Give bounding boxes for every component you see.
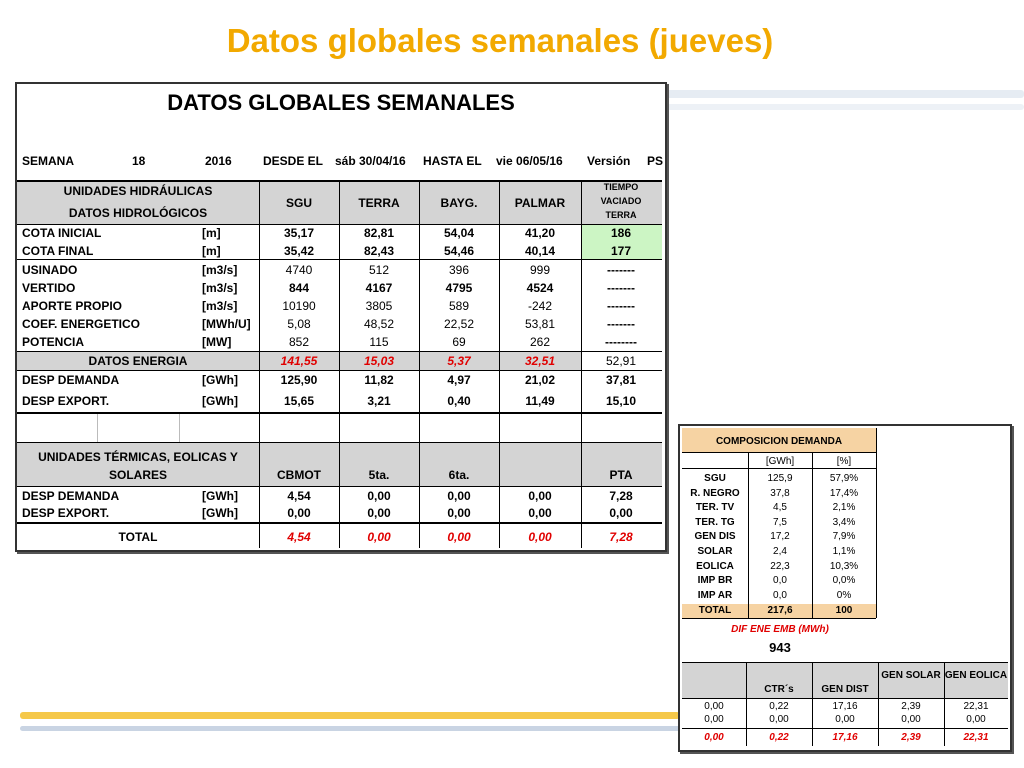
cell: 512 xyxy=(368,263,390,277)
cell: 0,00 xyxy=(447,506,471,520)
cell: 69 xyxy=(452,335,466,349)
hydro-header-1: UNIDADES HIDRÁULICAS xyxy=(63,184,213,198)
row-unit: [GWh] xyxy=(202,489,238,503)
comp-total-pct: 100 xyxy=(835,605,853,616)
comp-row-name: TER. TV xyxy=(695,502,735,514)
col-bayg: BAYG. xyxy=(440,196,478,210)
cell: 4795 xyxy=(445,281,473,295)
thermal-header-2: SOLARES xyxy=(108,468,167,482)
gen-total-cell: 2,39 xyxy=(901,732,921,743)
row-unit: [GWh] xyxy=(202,506,238,520)
total-cbmot: 4,54 xyxy=(287,530,311,544)
cell: 4740 xyxy=(285,263,313,277)
energia-label: DATOS ENERGIA xyxy=(88,354,188,368)
gen-cell: 0,22 xyxy=(769,701,789,712)
row-name: DESP EXPORT. xyxy=(22,394,110,408)
cell: ------- xyxy=(607,281,635,295)
comp-row-name: SOLAR xyxy=(697,546,733,557)
gen-total-cell: 0,00 xyxy=(704,732,724,743)
gen-col-eolica: GEN EOLICA xyxy=(944,670,1008,681)
cell: 4167 xyxy=(365,281,393,295)
col-cbmot: CBMOT xyxy=(277,468,321,482)
row-name: DESP DEMANDA xyxy=(22,489,120,503)
cell: 177 xyxy=(610,244,632,258)
gen-total-cell: 22,31 xyxy=(963,732,989,743)
cell: ------- xyxy=(607,317,635,331)
cell: 589 xyxy=(448,299,470,313)
row-name: DESP DEMANDA xyxy=(22,373,120,387)
demand-composition-panel xyxy=(678,424,1012,752)
cell: 115 xyxy=(369,335,389,349)
cell: 0,00 xyxy=(609,506,633,520)
cell: 0,00 xyxy=(367,489,391,503)
cell: 11,49 xyxy=(525,394,555,408)
cell: 37,81 xyxy=(605,373,637,387)
col-6ta: 6ta. xyxy=(448,468,470,482)
row-unit: [m] xyxy=(202,226,221,240)
semana-label: SEMANA xyxy=(22,154,75,168)
cell: 82,43 xyxy=(363,244,395,258)
cell: 186 xyxy=(610,226,632,240)
cell: 0,00 xyxy=(447,489,471,503)
comp-row-pct: 2,1% xyxy=(832,502,856,514)
gen-cell: 0,00 xyxy=(769,714,789,725)
energia-bayg: 5,37 xyxy=(447,354,471,368)
comp-row-gwh: 2,4 xyxy=(773,546,787,557)
comp-row-name: R. NEGRO xyxy=(690,487,740,499)
row-name: COTA INICIAL xyxy=(22,226,102,240)
comp-total-label: TOTAL xyxy=(698,605,732,616)
gen-cell: 0,00 xyxy=(966,714,986,725)
cell: 35,17 xyxy=(283,226,315,240)
comp-row-pct: 10,3% xyxy=(829,560,859,572)
cell: 4524 xyxy=(526,281,554,295)
version-label: Versión xyxy=(587,154,631,168)
gen-col-solar: GEN SOLAR xyxy=(881,670,941,681)
total-empty: 0,00 xyxy=(528,530,552,544)
comp-row-gwh: 7,5 xyxy=(773,516,787,528)
comp-title: COMPOSICION DEMANDA xyxy=(715,436,843,447)
cell: ------- xyxy=(607,263,635,277)
cell: 0,00 xyxy=(528,506,552,520)
cell: 15,10 xyxy=(605,394,637,408)
decor-stripe xyxy=(660,90,1024,98)
cell: 0,00 xyxy=(528,489,552,503)
hasta-date: vie 06/05/16 xyxy=(496,154,563,168)
semana-value: 18 xyxy=(132,154,146,168)
cell: 3805 xyxy=(365,299,393,313)
comp-row-pct: 0% xyxy=(836,589,852,601)
comp-row-gwh: 0,0 xyxy=(773,589,787,601)
slide-title: Datos globales semanales (jueves) xyxy=(226,22,774,59)
energia-sgu: 141,55 xyxy=(280,354,318,368)
total-pta: 7,28 xyxy=(609,530,633,544)
comp-row-gwh: 22,3 xyxy=(770,560,790,572)
comp-row-name: GEN DIS xyxy=(694,531,736,543)
col-tiempo-1: TIEMPO xyxy=(603,182,639,192)
cell: 54,46 xyxy=(443,244,475,258)
row-unit: [GWh] xyxy=(202,373,238,387)
col-pta: PTA xyxy=(609,468,633,482)
gen-cell: 2,39 xyxy=(901,701,921,712)
cell: 15,65 xyxy=(283,394,315,408)
col-terra: TERRA xyxy=(358,196,400,210)
gen-cell: 0,00 xyxy=(704,701,724,712)
comp-row-gwh: 0,0 xyxy=(773,575,787,587)
energia-terra: 15,03 xyxy=(363,354,395,368)
cell: 262 xyxy=(529,335,551,349)
col-5ta: 5ta. xyxy=(368,468,390,482)
comp-col-gwh: [GWh] xyxy=(765,456,795,467)
total-5ta: 0,00 xyxy=(367,530,391,544)
comp-row-gwh: 125,9 xyxy=(767,473,793,484)
comp-row-pct: 0,0% xyxy=(832,575,856,587)
col-tiempo-3: TERRA xyxy=(605,210,637,220)
decor-stripe xyxy=(20,712,680,719)
gen-total-cell: 0,22 xyxy=(769,732,789,743)
row-name: COEF. ENERGETICO xyxy=(22,317,141,331)
table-heading: DATOS GLOBALES SEMANALES xyxy=(167,90,515,115)
row-name: COTA FINAL xyxy=(22,244,94,258)
hasta-label: HASTA EL xyxy=(423,154,482,168)
gen-total-cell: 17,16 xyxy=(832,732,858,743)
gen-cell: 17,16 xyxy=(832,701,858,712)
cell: 0,00 xyxy=(367,506,391,520)
energia-palmar: 32,51 xyxy=(524,354,556,368)
comp-row-gwh: 37,8 xyxy=(770,487,790,499)
cell: 0,00 xyxy=(287,506,311,520)
comp-row-name: IMP AR xyxy=(697,589,733,601)
gen-cell: 22,31 xyxy=(963,701,989,712)
comp-row-pct: 17,4% xyxy=(829,487,859,499)
gen-col-ctr: CTR´s xyxy=(764,684,794,695)
hydro-header-2: DATOS HIDROLÓGICOS xyxy=(68,206,208,220)
comp-total-gwh: 217,6 xyxy=(767,605,793,616)
decor-stripe xyxy=(20,726,680,731)
row-name: VERTIDO xyxy=(22,281,76,295)
comp-row-name: SGU xyxy=(704,473,726,484)
cell: -242 xyxy=(527,299,553,313)
row-unit: [MW] xyxy=(202,335,232,349)
total-label: TOTAL xyxy=(118,530,158,544)
dif-label: DIF ENE EMB (MWh) xyxy=(731,624,829,635)
cell: 48,52 xyxy=(363,317,395,331)
row-unit: [MWh/U] xyxy=(202,317,251,331)
cell: 22,52 xyxy=(443,317,475,331)
row-name: USINADO xyxy=(22,263,78,277)
row-name: POTENCIA xyxy=(22,335,85,349)
comp-row-pct: 7,9% xyxy=(832,531,856,543)
comp-row-gwh: 17,2 xyxy=(770,531,790,543)
comp-row-name: IMP BR xyxy=(697,575,733,587)
cell: 0,40 xyxy=(447,394,471,408)
row-unit: [m3/s] xyxy=(202,281,238,295)
year-value: 2016 xyxy=(205,154,232,168)
cell: 7,28 xyxy=(609,489,633,503)
cell: 41,20 xyxy=(524,226,556,240)
gen-cell: 0,00 xyxy=(835,714,855,725)
cell: 999 xyxy=(529,263,551,277)
row-name: DESP EXPORT. xyxy=(22,506,110,520)
gen-cell: 0,00 xyxy=(901,714,921,725)
comp-row-pct: 1,1% xyxy=(832,546,856,557)
thermal-header-1: UNIDADES TÉRMICAS, EOLICAS Y xyxy=(38,450,238,464)
comp-row-gwh: 4,5 xyxy=(773,502,787,514)
row-unit: [GWh] xyxy=(202,394,238,408)
gen-cell: 0,00 xyxy=(704,714,724,725)
comp-row-name: EOLICA xyxy=(696,560,734,572)
cell: 53,81 xyxy=(524,317,556,331)
gen-col-dist: GEN DIST xyxy=(821,684,869,695)
comp-col-pct: [%] xyxy=(836,456,852,467)
col-tiempo-2: VACIADO xyxy=(600,196,642,206)
weekly-data-table xyxy=(15,82,667,552)
cell: 21,02 xyxy=(524,373,556,387)
comp-row-name: TER. TG xyxy=(695,516,735,528)
col-sgu: SGU xyxy=(285,196,312,210)
energia-tiempo: 52,91 xyxy=(605,354,637,368)
row-name: APORTE PROPIO xyxy=(22,299,123,313)
cell: 40,14 xyxy=(524,244,556,258)
row-unit: [m3/s] xyxy=(202,299,238,313)
cell: 125,90 xyxy=(280,373,318,387)
cell: 54,04 xyxy=(443,226,475,240)
desde-label: DESDE EL xyxy=(263,154,324,168)
col-palmar: PALMAR xyxy=(514,196,566,210)
decor-stripe xyxy=(660,104,1024,110)
cell: 82,81 xyxy=(363,226,395,240)
cell: 4,97 xyxy=(447,373,471,387)
cell: 4,54 xyxy=(287,489,311,503)
cell: 10190 xyxy=(282,299,316,313)
desde-date: sáb 30/04/16 xyxy=(335,154,406,168)
version-value: PS xyxy=(647,154,664,168)
cell: 11,82 xyxy=(364,373,394,387)
cell: ------- xyxy=(607,299,635,313)
total-6ta: 0,00 xyxy=(447,530,471,544)
cell: 5,08 xyxy=(287,317,311,331)
cell: 396 xyxy=(448,263,470,277)
cell: -------- xyxy=(605,335,637,349)
cell: 844 xyxy=(288,281,310,295)
cell: 35,42 xyxy=(283,244,315,258)
cell: 3,21 xyxy=(367,394,391,408)
row-unit: [m] xyxy=(202,244,221,258)
cell: 852 xyxy=(288,335,310,349)
comp-row-pct: 3,4% xyxy=(832,516,856,528)
dif-value: 943 xyxy=(769,640,791,655)
comp-row-pct: 57,9% xyxy=(829,473,859,484)
row-unit: [m3/s] xyxy=(202,263,238,277)
